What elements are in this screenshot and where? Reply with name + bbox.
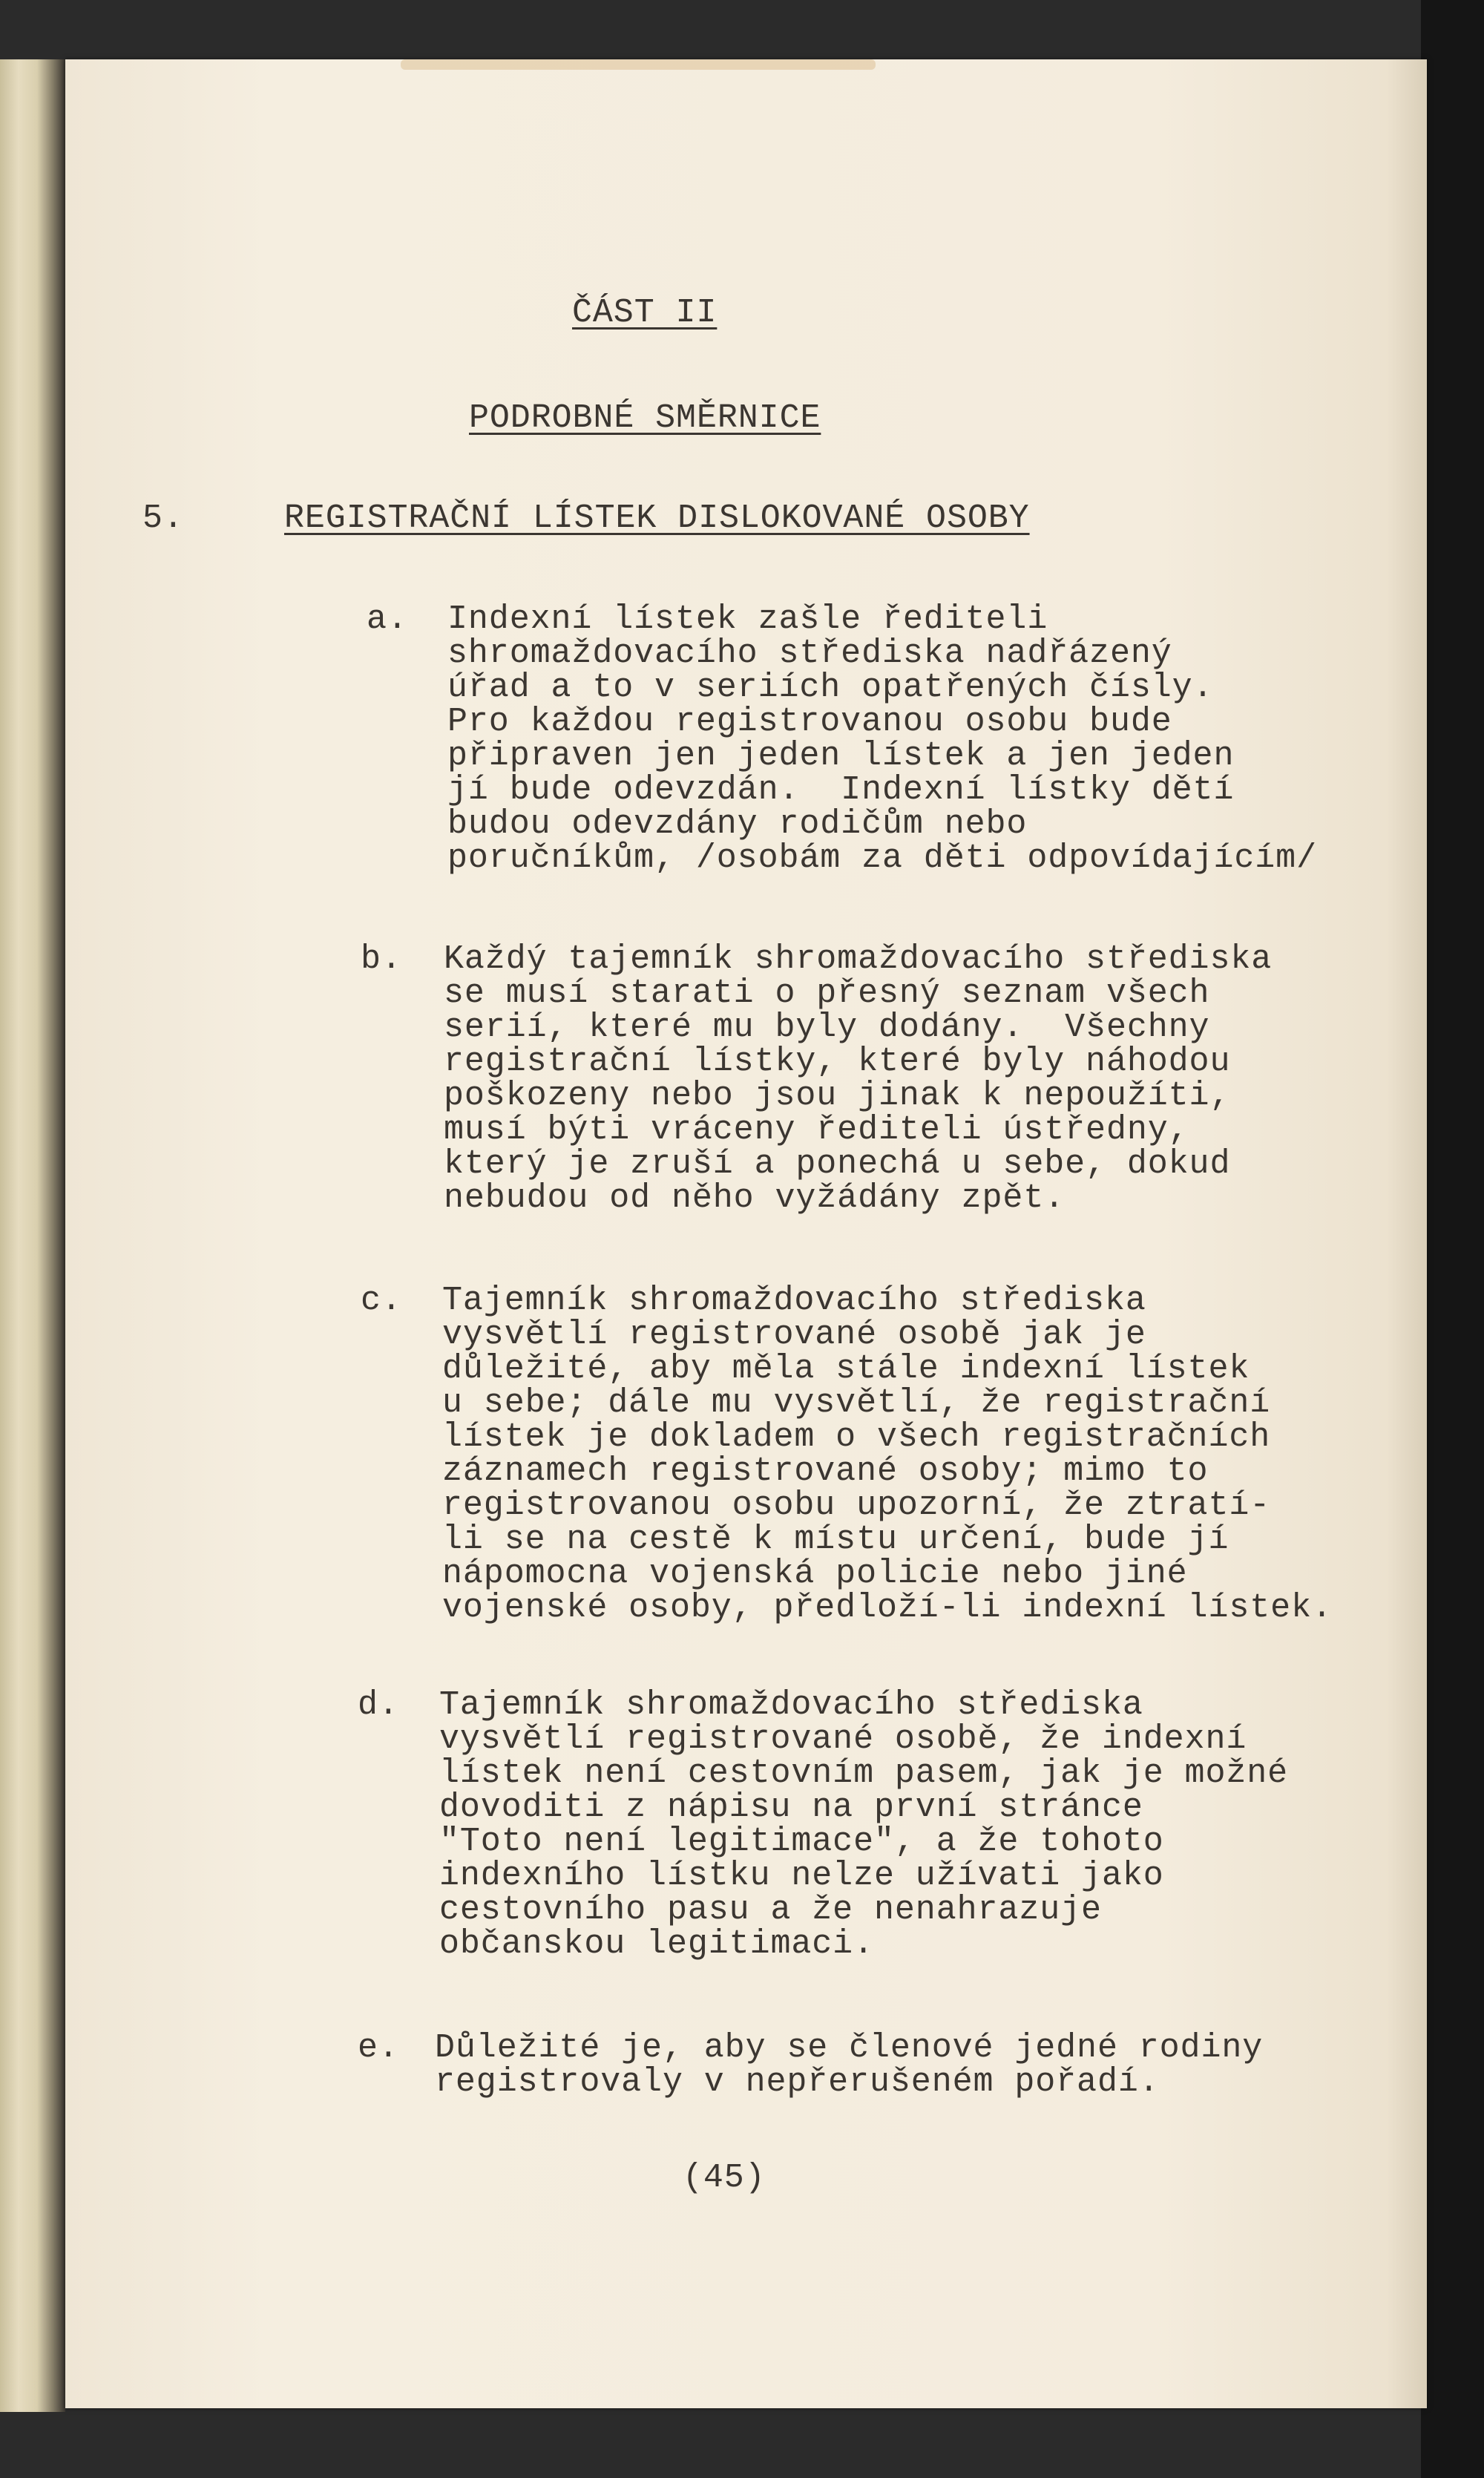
text-line: indexního lístku nelze užívati jako: [439, 1857, 1164, 1895]
text-line: občanskou legitimaci.: [439, 1925, 874, 1963]
text-line: úřad a to v seriích opatřených čísly.: [447, 669, 1214, 707]
item-paragraph: [444, 940, 1273, 1217]
item-label: b.: [361, 940, 402, 978]
text-line: který je zruší a ponechá u sebe, dokud: [444, 1145, 1231, 1183]
item-paragraph: [435, 2031, 1263, 2100]
page-number: (45): [683, 2159, 766, 2197]
item-paragraph: [439, 1688, 1288, 1961]
text-line: shromaždovacího střediska nadřázený: [447, 635, 1172, 672]
text-line: lístek je dokladem o všech registračních: [442, 1418, 1271, 1456]
text-line: Důležité je, aby se členové jedné rodiny: [435, 2029, 1264, 2067]
text-line: vojenské osoby, předloží-li indexní lístek.: [442, 1589, 1333, 1627]
text-line: poručníkům, /osobám za děti odpovídajícím/: [447, 839, 1317, 877]
text-line: připraven jen jeden lístek a jen jeden: [447, 737, 1235, 775]
text-line: záznamech registrované osoby; mimo to: [442, 1452, 1209, 1490]
item-label: d.: [358, 1686, 399, 1724]
text-line: nápomocna vojenská policie nebo jiné: [442, 1555, 1188, 1593]
text-line: Tajemník shromaždovacího střediska: [439, 1686, 1143, 1724]
item-label: e.: [358, 2029, 399, 2067]
item-paragraph: [442, 1284, 1333, 1625]
section-number: 5.: [142, 499, 184, 537]
text-line: li se na cestě k místu určení, bude jí: [442, 1521, 1229, 1558]
text-line: cestovního pasu a že nenahrazuje: [439, 1891, 1102, 1929]
item-label: c.: [361, 1282, 402, 1320]
item-paragraph: [447, 600, 1317, 877]
text-line: vysvětlí registrované osobě jak je: [442, 1316, 1146, 1354]
subtitle: PODROBNÉ SMĚRNICE: [469, 399, 821, 437]
text-line: Tajemník shromaždovacího střediska: [442, 1282, 1146, 1320]
text-line: musí býti vráceny řediteli ústředny,: [444, 1111, 1189, 1149]
scanner-background: [1421, 0, 1484, 2478]
text-line: u sebe; dále mu vysvětlí, že registrační: [442, 1384, 1271, 1422]
text-line: Indexní lístek zašle řediteli: [447, 600, 1048, 638]
text-line: dovoditi z nápisu na první stránce: [439, 1789, 1143, 1826]
text-line: registrovaly v nepřerušeném pořadí.: [435, 2063, 1160, 2101]
item-label: a.: [367, 600, 408, 638]
text-line: jí bude odevzdán. Indexní lístky dětí: [447, 771, 1235, 809]
text-line: se musí starati o přesný seznam všech: [444, 974, 1210, 1012]
text-line: lístek není cestovním pasem, jak je možné: [439, 1754, 1289, 1792]
page-edges: [0, 59, 65, 2412]
text-line: poškozeny nebo jsou jinak k nepoužíti,: [444, 1077, 1231, 1115]
text-line: budou odevzdány rodičům nebo: [447, 805, 1028, 843]
section-title: REGISTRAČNÍ LÍSTEK DISLOKOVANÉ OSOBY: [284, 499, 1030, 537]
part-title: ČÁST II: [572, 294, 718, 332]
text-line: Pro každou registrovanou osobu bude: [447, 703, 1172, 741]
text-line: "Toto není legitimace", a že tohoto: [439, 1823, 1164, 1861]
text-line: nebudou od něho vyžádány zpět.: [444, 1179, 1066, 1217]
text-line: registrovanou osobu upozorní, že ztratí-: [442, 1487, 1271, 1524]
paper-stain: [401, 59, 876, 70]
text-line: serií, které mu byly dodány. Všechny: [444, 1009, 1210, 1046]
text-line: Každý tajemník shromaždovacího střediska: [444, 940, 1273, 978]
text-line: důležité, aby měla stále indexní lístek: [442, 1350, 1250, 1388]
text-line: vysvětlí registrované osobě, že indexní: [439, 1720, 1247, 1758]
text-line: registrační lístky, které byly náhodou: [444, 1043, 1231, 1081]
